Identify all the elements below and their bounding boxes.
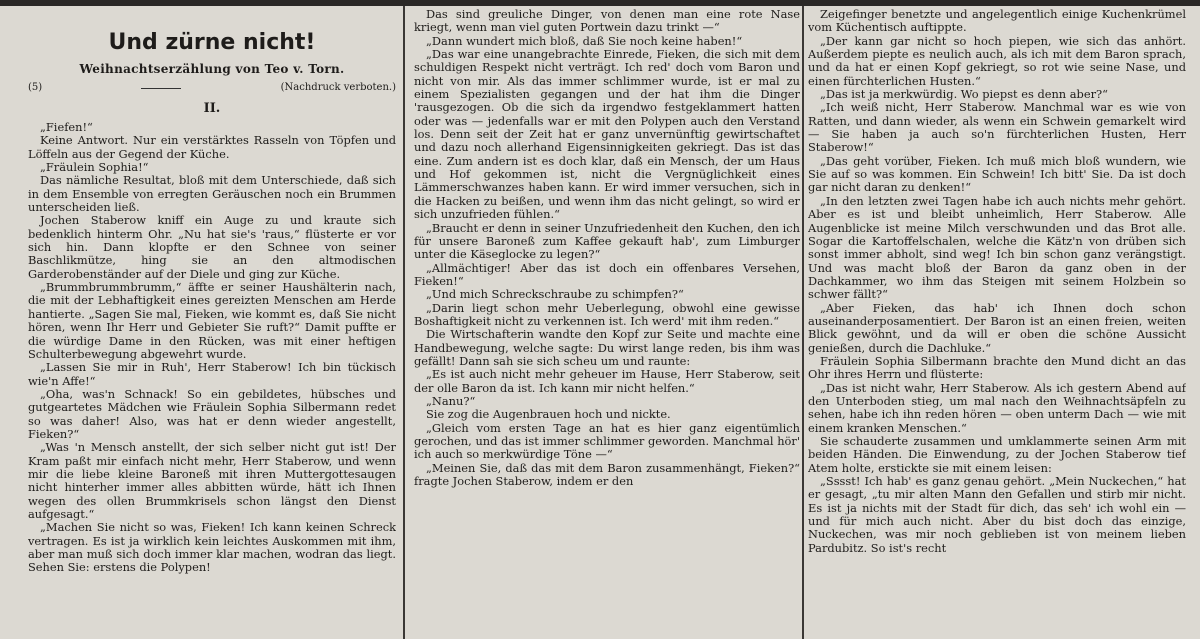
paragraph: „Dann wundert mich bloß, daß Sie noch keine haben!“ (426, 33, 743, 48)
paragraph: „Gleich vom ersten Tage an hat es hier ganz eigentümlich gerochen, und das ist immer schlimmer geworden. Manchmal hör' ich auch so merkwürdige Töne —“ (414, 420, 800, 462)
column-3 (808, 8, 1186, 637)
column-2 (414, 8, 800, 637)
paragraph: „Fiefen!“ (40, 120, 93, 134)
paragraph: „Darin liegt schon mehr Ueberlegung, obwohl eine gewisse Boshaftigkeit nicht zu verkennen ist. Ich werd' mit ihm reden.“ (414, 300, 800, 328)
paragraph: Jochen Staberow kniff ein Auge zu und kraute sich bedenklich hinterm Ohr. „Nu hat sie's 'raus,“ flüsterte er vor sich hin. Dann klopfte er den Schnee von seiner Baschlikmütze, hing sie an den altmodischen Garderobenständer auf der Diele und ging zur Küche. (28, 213, 396, 281)
reprint-note: (Nachdruck verboten.) (280, 82, 396, 93)
paragraph: Zeigefinger benetzte und angelegentlich einige Kuchenkrümel vom Küchentisch auftippte. (808, 8, 1186, 35)
paragraph: Fräulein Sophia Silbermann brachte den Mund dicht an das Ohr ihres Herrn und flüsterte: (808, 353, 1186, 382)
paragraph: „Machen Sie nicht so was, Fieken! Ich kann keinen Schreck vertragen. Es ist ja wirklich kein leichtes Auskommen mit ihm, aber man muß sich doch immer klar machen, wodran das liegt. Sehen Sie: erstens die Polypen! (28, 520, 396, 575)
paragraph: „In den letzten zwei Tagen habe ich auch nichts mehr gehört. Aber es ist und bleibt unheimlich, Herr Staberow. Alle Augenblicke ist meine Milch verschwunden und das Brot alle. Sogar die Kartoffelschalen, welche die Kätz'n von drüben sich sonst immer abholt, sind weg! Ich bin schon ganz verängstigt. Und was macht bloß der Baron da ganz oben in der Dachkammer, wo ihm das Steigen mit seinem Holzbein so schwer fällt?“ (808, 193, 1186, 302)
paragraph: Die Wirtschafterin wandte den Kopf zur Seite und machte eine Handbewegung, welche sagte: Du wirst lange reden, bis ihm was gefällt! Dann sah sie sich scheu um und raunte: (414, 327, 800, 368)
article-meta (28, 81, 396, 95)
column-rule-2 (802, 6, 804, 639)
paragraph: „Ich weiß nicht, Herr Staberow. Manchmal war es wie von Ratten, und dann wieder, als wenn ein Schwein gemarkelt wird — Sie haben ja auch so'n fürchterlichen Husten, Herr Staberow!“ (808, 100, 1186, 155)
top-border (0, 0, 1200, 6)
paragraph: „Und mich Schreckschraube zu schimpfen?“ (426, 287, 684, 302)
paragraph: „Das ist nicht wahr, Herr Staberow. Als ich gestern Abend auf den Unterboden stieg, um mal nach den Weihnachtsäpfeln zu sehen, habe ich ihn reden hören — oben unterm Dach — wie mit einem kranken Menschen.“ (808, 380, 1186, 435)
paragraph: „Lassen Sie mir in Ruh', Herr Staberow! Ich bin tückisch wie'n Affe!“ (28, 360, 396, 388)
paragraph: „Nanu?“ (426, 393, 476, 408)
paragraph: „Aber Fieken, das hab' ich Ihnen doch schon auseinanderposamentiert. Der Baron ist an einen freien, weiten Blick gewöhnt, und da will er oben die schöne Aussicht genießen, durch die Dachluke.“ (808, 300, 1186, 355)
paragraph: Sie zog die Augenbrauen hoch und nickte. (426, 407, 671, 422)
paragraph: „Das war eine unangebrachte Einrede, Fieken, die sich mit dem schuldigen Respekt nicht verträgt. Ich red' doch vom Baron und nicht von mir. Als das immer schlimmer wurde, ist er mal zu einem Spezialisten gegangen und der hat ihm die Dinger 'rausgezogen. Ob die sich da irgendwo festgeklammert hatten oder was — jedenfalls war er mit den Polypen auch den Verstand los. Denn seit der Zeit hat er ganz unvernünftig gewirtschaftet und dazu noch allerhand Eigensinnigkeiten gekriegt. Das ist das eine. Zum andern ist es doch klar, daß ein Mensch, der um Haus und Hof gekommen ist, nicht die Vergnüglichkeit eines Lämmerschwanzes haben kann. Er wird immer versuchen, sich in die Hacken zu beißen, und wenn ihm das nicht gelingt, so wird er sich unzufrieden fühlen.“ (414, 47, 800, 222)
paragraph: Sie schauderte zusammen und umklammerte seinen Arm mit beiden Händen. Die Einwendung, zu der Jochen Staberow tief Atem holte, erstickte sie mit einem leisen: (808, 434, 1186, 475)
paragraph: „Braucht er denn in seiner Unzufriedenheit den Kuchen, den ich für unsere Baroneß zum Kaffee gekauft hab', zum Limburger unter die Käseglocke zu legen?“ (414, 220, 800, 262)
paragraph: Das nämliche Resultat, bloß mit dem Unterschiede, daß sich in dem Ensemble von erregten Geräuschen noch ein Brummen unterscheiden ließ. (28, 173, 396, 215)
paragraph: „Meinen Sie, daß das mit dem Baron zusammenhängt, Fieken?“ fragte Jochen Staberow, indem er den (414, 460, 800, 489)
column-1 (28, 10, 396, 637)
paragraph: „Sssst! Ich hab' es ganz genau gehört. „Mein Nuckechen,“ hat er gesagt, „tu mir alten Mann den Gefallen und stirb mir nicht. Es ist ja nichts mit der Stadt für dich, das seh' ich wohl ein — und für mich auch nicht. Aber du bist doch das einzige, Nuckechen, was mir noch geblieben ist von meinem lieben Pardubitz. So ist's recht (808, 474, 1186, 555)
article-subtitle: Weihnachtserzählung von Teo v. Torn. (79, 62, 345, 76)
column-3-body (808, 8, 1186, 555)
paragraph: „Das geht vorüber, Fieken. Ich muß mich bloß wundern, wie Sie auf so was kommen. Ein Schwein! Ich bitt' Sie. Da ist doch gar nicht daran zu denken!“ (808, 153, 1186, 195)
paragraph: „Allmächtiger! Aber das ist doch ein offenbares Versehen, Fieken!“ (414, 260, 800, 288)
paragraph: „Es ist auch nicht mehr geheuer im Hause, Herr Staberow, seit der olle Baron da ist. Ich kann mir nicht helfen.“ (414, 367, 800, 395)
paragraph: „Das ist ja merkwürdig. Wo piepst es denn aber?“ (820, 87, 1108, 102)
column-2-body (414, 8, 800, 488)
paragraph: Das sind greuliche Dinger, von denen man eine rote Nase kriegt, wenn man viel guten Portwein dazu trinkt —“ (414, 8, 800, 35)
paragraph: Keine Antwort. Nur ein verstärktes Rasseln von Töpfen und Löffeln aus der Gegend der Küche. (28, 133, 396, 161)
installment-number: (5) (28, 82, 43, 93)
paragraph: „Der kann gar nicht so hoch piepen, wie sich das anhört. Außerdem piepte es neulich auch, als ich mit dem Baron sprach, und da hat er einen Kopf gekriegt, so rot wie seine Nase, und einen fürchterlichen Husten.“ (808, 33, 1186, 88)
paragraph: „Fräulein Sophia!“ (40, 160, 149, 175)
paragraph: „Was 'n Mensch anstellt, der sich selber nicht gut ist! Der Kram paßt mir einfach nicht mehr, Herr Staberow, und wenn mir die liebe kleine Baroneß mit ihren Muttergottesaugen nicht hinterher immer alles abbitten würde, hätt ich Ihnen wegen des ollen Brummkrisels schon längst den Dienst aufgesagt.“ (28, 440, 396, 521)
column-1-body (28, 121, 396, 575)
chapter-number: II. (203, 101, 221, 116)
paragraph: „Oha, was'n Schnack! So ein gebildetes, hübsches und gutgeartetes Mädchen wie Fräulein Sophia Silbermann redet so was daher! Also, was hat er denn wieder angestellt, Fieken?“ (28, 386, 396, 441)
article-title: Und zürne nicht! (108, 30, 316, 55)
divider (141, 88, 181, 89)
paragraph: „Brummbrummbrumm,“ äffte er seiner Haushälterin nach, die mit der Lebhaftigkeit eines gereizten Menschen am Herde hantierte. „Sagen Sie mal, Fieken, wie kommt es, daß Sie nicht hören, wenn Ihr Herr und Gebieter Sie ruft?“ Damit puffte er die würdige Dame in den Rücken, was mit einer heftigen Schulterbewegung abgewehrt wurde. (28, 280, 396, 361)
column-rule-1 (403, 6, 405, 639)
